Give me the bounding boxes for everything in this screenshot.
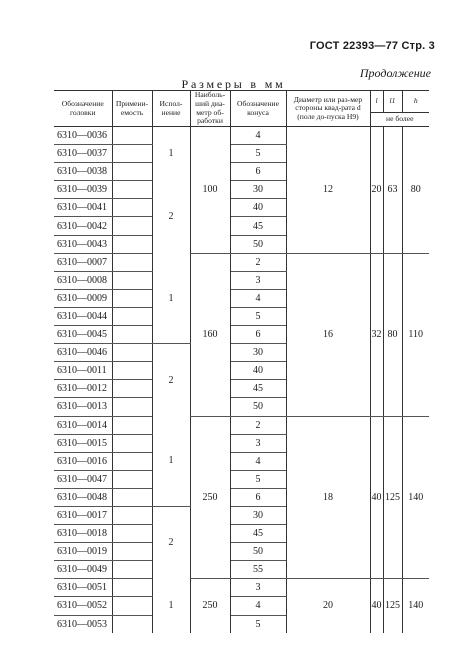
cell-variant: 2 [152, 344, 190, 416]
col-header-code: Обозначение головки [54, 91, 112, 127]
cell-application [112, 145, 152, 163]
cell-l: 32 [370, 253, 383, 416]
cell-code: 6310—0018 [54, 525, 112, 543]
cell-h: 110 [402, 253, 429, 416]
cell-max-diameter: 250 [190, 579, 230, 633]
cell-h: 80 [402, 127, 429, 254]
cell-l: 40 [370, 416, 383, 579]
cell-application [112, 561, 152, 579]
continuation-label: Продолжение [359, 66, 431, 80]
cell-cone: 6 [230, 163, 286, 181]
cell-code: 6310—0047 [54, 470, 112, 488]
cell-l: 40 [370, 579, 383, 633]
col-header-l1: l1 [383, 91, 402, 113]
col-header-not-more: не более [370, 113, 429, 127]
cell-code: 6310—0051 [54, 579, 112, 597]
cell-cone: 5 [230, 145, 286, 163]
cell-application [112, 488, 152, 506]
cell-variant: 1 [152, 579, 190, 633]
cell-application [112, 362, 152, 380]
col-header-l: l [370, 91, 383, 113]
cell-cone: 5 [230, 615, 286, 633]
cell-code: 6310—0017 [54, 506, 112, 524]
cell-d-diameter: 16 [286, 253, 370, 416]
cell-application [112, 579, 152, 597]
cell-application [112, 525, 152, 543]
cell-application [112, 380, 152, 398]
cell-variant: 1 [152, 416, 190, 506]
cell-code: 6310—0039 [54, 181, 112, 199]
cell-code: 6310—0053 [54, 615, 112, 633]
cell-cone: 2 [230, 253, 286, 271]
col-header-cone: Обозначение конуса [230, 91, 286, 127]
cell-application [112, 344, 152, 362]
cell-cone: 40 [230, 199, 286, 217]
cell-d-diameter: 12 [286, 127, 370, 254]
cell-cone: 50 [230, 543, 286, 561]
col-header-application: Примени-емость [112, 91, 152, 127]
cell-cone: 45 [230, 380, 286, 398]
cell-application [112, 307, 152, 325]
cell-application [112, 615, 152, 633]
cell-code: 6310—0042 [54, 217, 112, 235]
cell-max-diameter: 100 [190, 127, 230, 254]
cell-cone: 30 [230, 344, 286, 362]
cell-application [112, 127, 152, 145]
cell-code: 6310—0037 [54, 145, 112, 163]
cell-code: 6310—0009 [54, 289, 112, 307]
cell-cone: 2 [230, 416, 286, 434]
cell-h: 140 [402, 579, 429, 633]
cell-application [112, 470, 152, 488]
cell-l1: 80 [383, 253, 402, 416]
cell-application [112, 543, 152, 561]
cell-code: 6310—0008 [54, 271, 112, 289]
cell-code: 6310—0016 [54, 452, 112, 470]
cell-cone: 3 [230, 271, 286, 289]
cell-code: 6310—0007 [54, 253, 112, 271]
cell-d-diameter: 20 [286, 579, 370, 633]
cell-code: 6310—0014 [54, 416, 112, 434]
page-header: ГОСТ 22393—77 Стр. 3 [309, 40, 435, 52]
cell-code: 6310—0012 [54, 380, 112, 398]
cell-application [112, 398, 152, 416]
cell-l: 20 [370, 127, 383, 254]
cell-max-diameter: 250 [190, 416, 230, 579]
cell-cone: 4 [230, 127, 286, 145]
cell-variant: 1 [152, 253, 190, 343]
cell-l1: 125 [383, 579, 402, 633]
cell-cone: 3 [230, 434, 286, 452]
cell-application [112, 597, 152, 615]
cell-variant: 1 [152, 127, 190, 181]
cell-code: 6310—0011 [54, 362, 112, 380]
cell-application [112, 289, 152, 307]
cell-cone: 40 [230, 362, 286, 380]
cell-cone: 45 [230, 217, 286, 235]
cell-cone: 50 [230, 398, 286, 416]
cell-cone: 4 [230, 452, 286, 470]
cell-d-diameter: 18 [286, 416, 370, 579]
cell-h: 140 [402, 416, 429, 579]
cell-code: 6310—0041 [54, 199, 112, 217]
cell-code: 6310—0044 [54, 307, 112, 325]
cell-application [112, 271, 152, 289]
cell-application [112, 506, 152, 524]
cell-code: 6310—0038 [54, 163, 112, 181]
cell-cone: 30 [230, 506, 286, 524]
col-header-max-diameter: Наиболь-ший диа-метр об-работки [190, 91, 230, 127]
cell-application [112, 235, 152, 253]
cell-l1: 125 [383, 416, 402, 579]
cell-application [112, 163, 152, 181]
cell-code: 6310—0013 [54, 398, 112, 416]
cell-application [112, 326, 152, 344]
cell-cone: 3 [230, 579, 286, 597]
col-header-variant: Испол-нение [152, 91, 190, 127]
cell-cone: 50 [230, 235, 286, 253]
cell-application [112, 452, 152, 470]
cell-cone: 5 [230, 470, 286, 488]
cell-application [112, 416, 152, 434]
cell-cone: 6 [230, 326, 286, 344]
dimensions-caption: Размеры в мм [181, 77, 286, 91]
cell-application [112, 181, 152, 199]
cell-l1: 63 [383, 127, 402, 254]
cell-cone: 55 [230, 561, 286, 579]
heads-table [54, 90, 429, 633]
cell-code: 6310—0043 [54, 235, 112, 253]
cell-application [112, 434, 152, 452]
cell-max-diameter: 160 [190, 253, 230, 416]
col-header-d-diameter: Диаметр или раз-мер стороны квад-рата d (поле до-пуска H9) [286, 91, 370, 127]
cell-cone: 30 [230, 181, 286, 199]
cell-code: 6310—0048 [54, 488, 112, 506]
col-header-h: h [402, 91, 429, 113]
cell-code: 6310—0049 [54, 561, 112, 579]
cell-application [112, 253, 152, 271]
cell-code: 6310—0046 [54, 344, 112, 362]
cell-code: 6310—0045 [54, 326, 112, 344]
cell-code: 6310—0052 [54, 597, 112, 615]
cell-variant: 2 [152, 506, 190, 578]
cell-cone: 4 [230, 289, 286, 307]
cell-cone: 45 [230, 525, 286, 543]
cell-variant: 2 [152, 181, 190, 253]
cell-application [112, 217, 152, 235]
cell-code: 6310—0036 [54, 127, 112, 145]
cell-cone: 6 [230, 488, 286, 506]
cell-code: 6310—0015 [54, 434, 112, 452]
cell-cone: 4 [230, 597, 286, 615]
cell-application [112, 199, 152, 217]
cell-code: 6310—0019 [54, 543, 112, 561]
cell-cone: 5 [230, 307, 286, 325]
